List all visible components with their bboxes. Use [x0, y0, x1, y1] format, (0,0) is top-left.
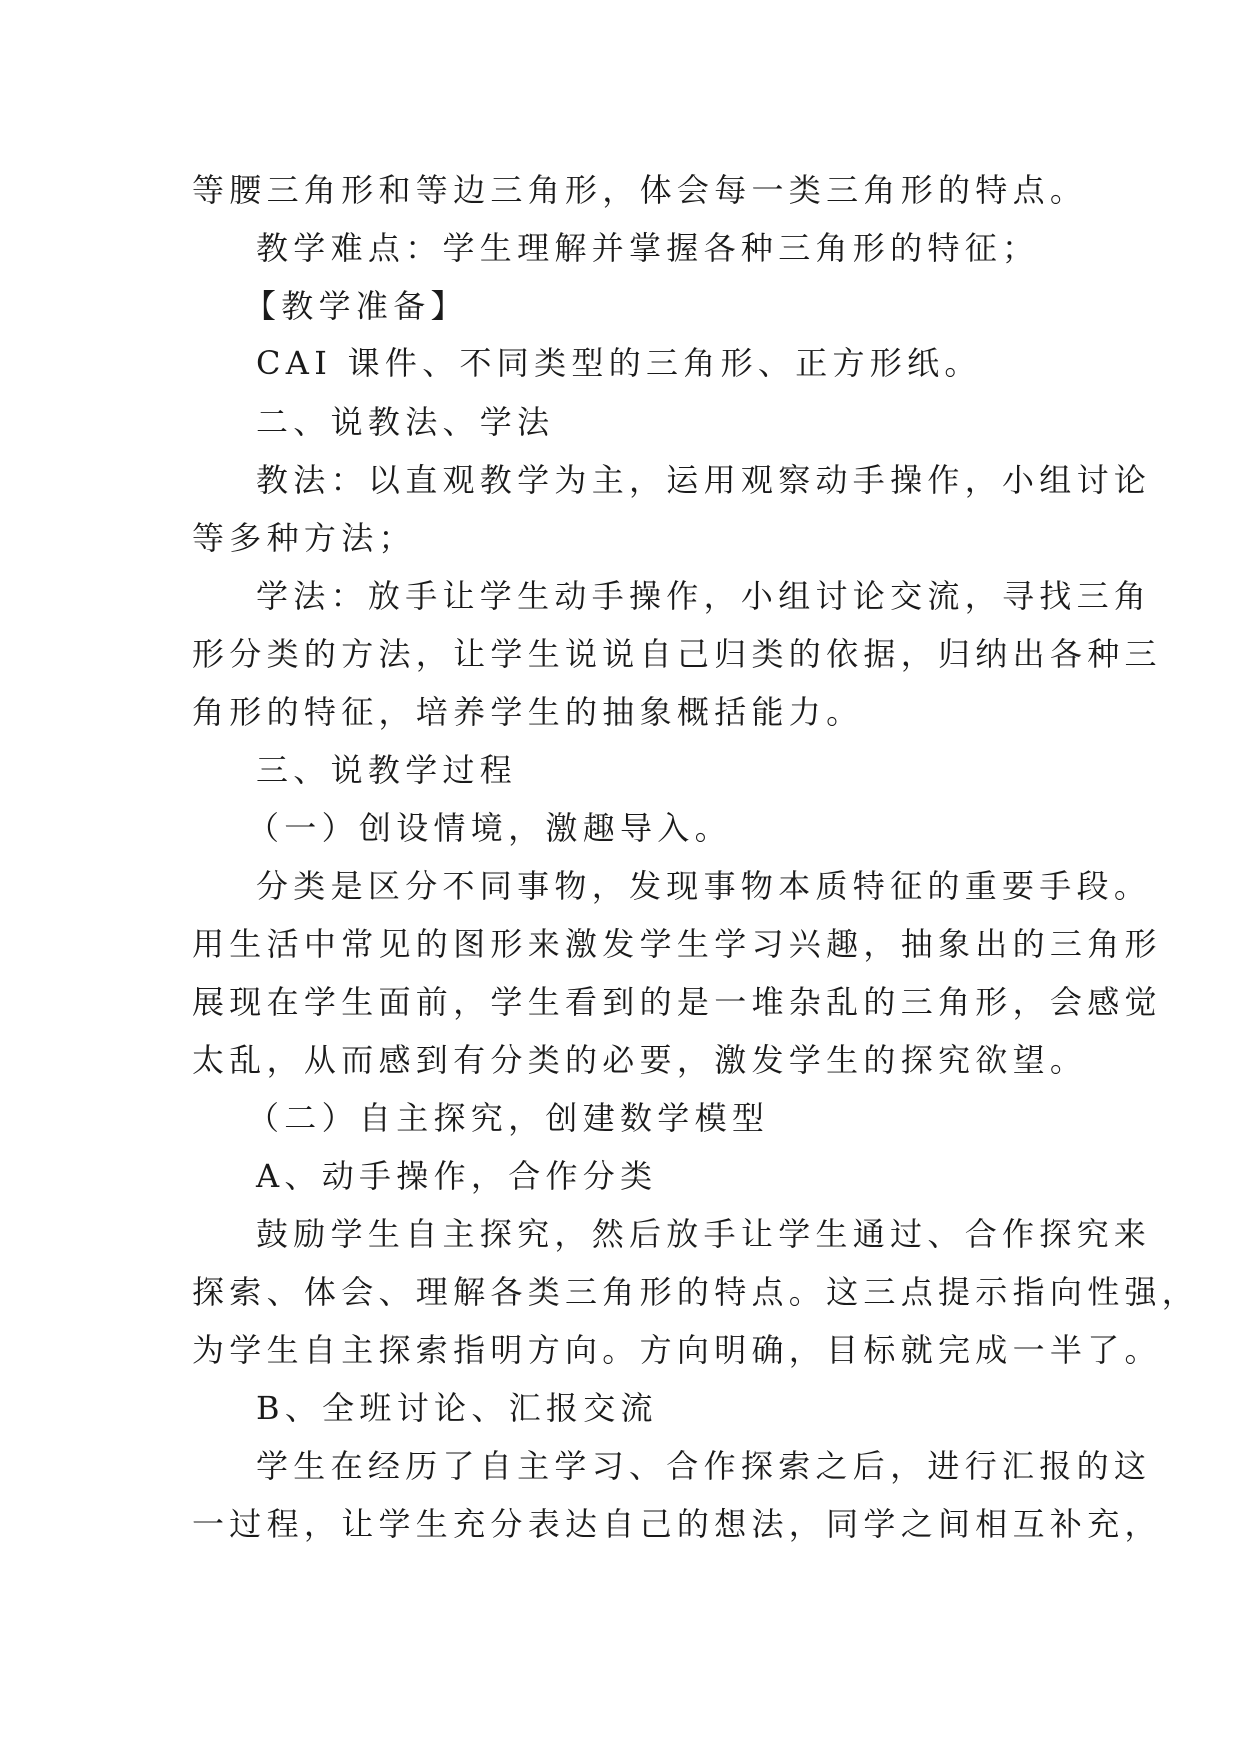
- section-heading: 三、说教学过程: [256, 751, 518, 789]
- text-line: 教法：以直观教学为主，运用观察动手操作，小组讨论: [256, 461, 1152, 499]
- subsection-heading: B、全班讨论、汇报交流: [256, 1389, 658, 1427]
- text-line: 探索、体会、理解各类三角形的特点。这三点提示指向性强，: [192, 1273, 1200, 1311]
- text-line: 学生在经历了自主学习、合作探索之后，进行汇报的这: [256, 1447, 1152, 1485]
- text-line: 形分类的方法，让学生说说自己归类的依据，归纳出各种三: [192, 635, 1162, 673]
- subsection-heading: （一）创设情境，激趣导入。: [247, 809, 732, 847]
- text-line: 太乱，从而感到有分类的必要，激发学生的探究欲望。: [192, 1041, 1088, 1079]
- text-line: 等腰三角形和等边三角形，体会每一类三角形的特点。: [192, 171, 1088, 209]
- section-heading: 二、说教法、学法: [256, 403, 555, 441]
- subsection-heading: （二）自主探究，创建数学模型: [247, 1099, 770, 1137]
- text-line: 角形的特征，培养学生的抽象概括能力。: [192, 693, 864, 731]
- text-line: 用生活中常见的图形来激发学生学习兴趣，抽象出的三角形: [192, 925, 1162, 963]
- text-line: 等多种方法；: [192, 519, 416, 557]
- text-line: CAI 课件、不同类型的三角形、正方形纸。: [256, 344, 982, 382]
- text-line: 展现在学生面前，学生看到的是一堆杂乱的三角形，会感觉: [192, 983, 1162, 1021]
- text-line: 学法：放手让学生动手操作，小组讨论交流，寻找三角: [256, 577, 1152, 615]
- text-line: 教学难点：学生理解并掌握各种三角形的特征；: [256, 229, 1040, 267]
- text-line: 鼓励学生自主探究，然后放手让学生通过、合作探究来: [256, 1215, 1152, 1253]
- text-line: 分类是区分不同事物，发现事物本质特征的重要手段。: [256, 867, 1152, 905]
- section-heading: 【教学准备】: [244, 287, 468, 325]
- text-line: 为学生自主探索指明方向。方向明确，目标就完成一半了。: [192, 1331, 1162, 1369]
- text-line: 一过程，让学生充分表达自己的想法，同学之间相互补充，: [192, 1505, 1162, 1543]
- subsection-heading: A、动手操作，合作分类: [256, 1157, 658, 1195]
